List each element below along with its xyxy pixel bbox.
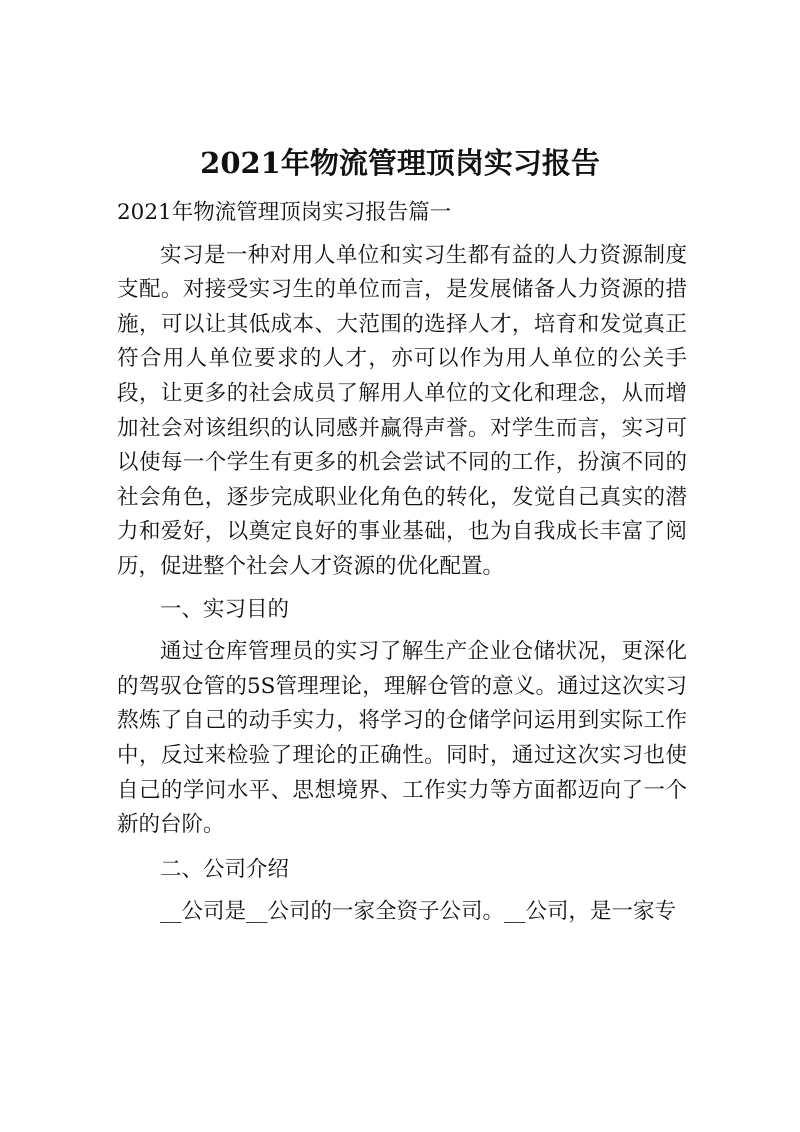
document-subtitle: 2021年物流管理顶岗实习报告篇一 <box>117 200 452 225</box>
section-heading-company: 二、公司介绍 <box>160 856 290 882</box>
section-heading-purpose: 一、实习目的 <box>160 596 290 622</box>
spacer <box>117 627 687 635</box>
spacer <box>117 585 687 593</box>
spacer <box>117 887 687 895</box>
company-paragraph: __公司是__公司的一家全资子公司。__公司，是一家专 <box>160 899 677 925</box>
intro-paragraph: 实习是一种对用人单位和实习生都有益的人力资源制度支配。对接受实习生的单位而言，是发展储备人力资源的措施，可以让其低成本、大范围的选择人才，培育和发觉真正符合用人单位要求的人才，亦可以作为用人单位的公关手段，让更多的社会成员了解用人单位的文化和理念，从而增加社会对该组织的认同感并赢得声誉。对学生而言，实习可以使每一个学生有更多的机会尝试不同的工作，扮演不同的社会角色，逐步完成职业化角色的转化，发觉自己真实的潜力和爱好，以奠定良好的事业基础，也为自我成长丰富了阅历，促进整个社会人才资源的优化配置。 <box>117 242 687 579</box>
spacer <box>117 231 687 239</box>
spacer <box>117 843 687 853</box>
document-title: 2021年物流管理顶岗实习报告 <box>200 146 600 181</box>
purpose-paragraph: 通过仓库管理员的实习了解生产企业仓储状况，更深化的驾驭仓管的5S管理理论，理解仓管的意义。通过这次实习熬炼了自己的动手实力，将学习的仓储学问运用到实际工作中，反过来检验了理论的正确性。同时，通过这次实习也使自己的学问水平、思想境界、工作实力等方面都迈向了一个新的台阶。 <box>117 639 687 838</box>
document-body <box>117 196 687 930</box>
